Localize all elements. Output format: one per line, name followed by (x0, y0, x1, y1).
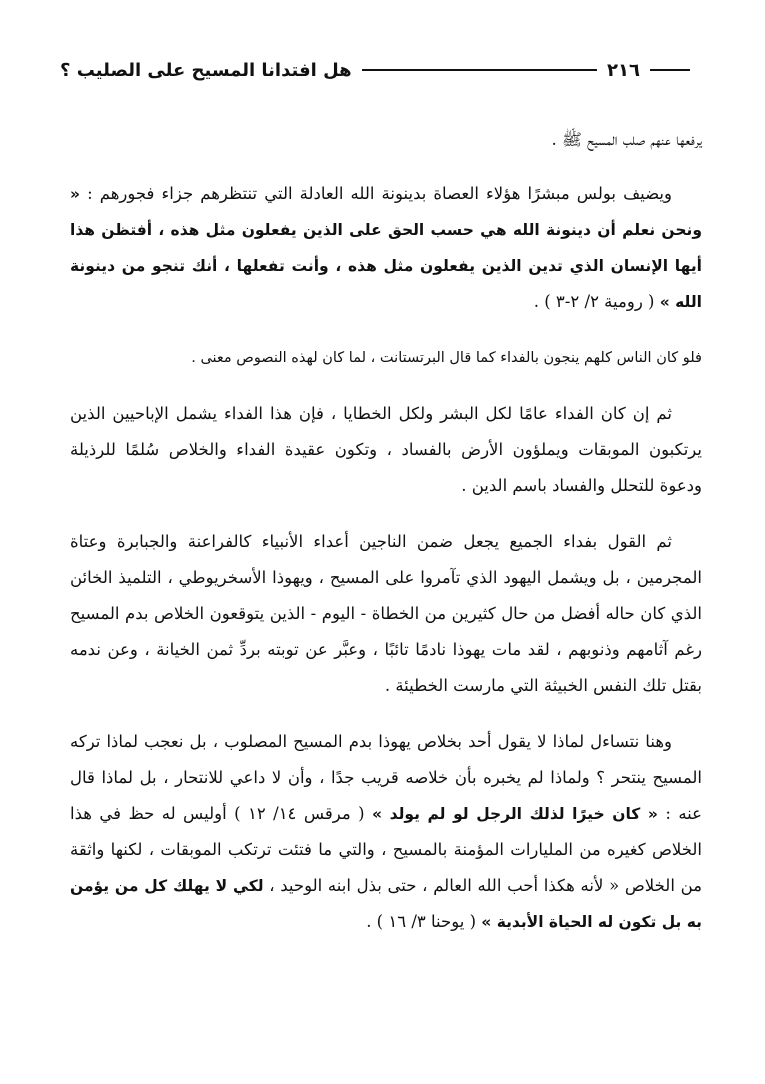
paragraph-3 (70, 340, 702, 376)
text-segment: ويضيف بولس مبشرًا هؤلاء العصاة بدينونة الله العادلة التي تنتظرهم جزاء فجورهم : (80, 184, 672, 203)
paragraph-6 (70, 724, 702, 940)
header-rule-short (650, 69, 690, 71)
header-rule-long (362, 69, 597, 71)
quote-john: لكي لا يهلك كل من يؤمن به بل تكون له الحياة الأبدية » (70, 877, 702, 931)
page-number: ٢١٦ (607, 59, 640, 81)
citation-romans: ( رومية ٢/ ٢-٣ ) . (533, 292, 660, 311)
running-title: هل افتدانا المسيح على الصليب ؟ (60, 59, 352, 81)
text-segment: يرفعها عنهم صلب المسيح ﷺ . (551, 130, 702, 149)
citation-john: ( يوحنا ٣/ ١٦ ) . (366, 912, 482, 931)
quote-romans: « ونحن نعلم أن دينونة الله هي حسب الحق على الذين يفعلون مثل هذه ، أفتظن هذا أيها الإنسان الذي تدين الذين يفعلون مثل هذه ، وأنت تفعلها ، أنك تنجو من دينونة الله » (70, 185, 702, 311)
text-segment: وهنا نتساءل لماذا لا يقول أحد بخلاص يهوذا بدم المسيح المصلوب ، بل نعجب لماذا تركه المسيح ينتحر ؟ ولماذا لم يخبره بأن خلاصه قريب جدًا ، وأن لا داعي للانتحار ، بل لماذا قال عنه : (70, 732, 702, 823)
text-segment: ثم إن كان الفداء عامًا لكل البشر ولكل الخطايا ، فإن هذا الفداء يشمل الإباحيين الذين يرتكبون الموبقات ويملؤون الأرض بالفساد ، وتكون عقيدة الفداء والخلاص سُلمًا للرذيلة ودعوة للتحلل والفساد باسم الدين . (70, 404, 702, 495)
text-segment: فلو كان الناس كلهم ينجون بالفداء كما قال البرتستانت ، لما كان لهذه النصوص معنى . (191, 350, 702, 366)
paragraph-1 (70, 122, 702, 158)
page-header (60, 52, 700, 88)
paragraph-5 (70, 524, 702, 704)
paragraph-2 (70, 176, 702, 320)
text-segment: ( مرقس ١٤/ ١٢ ) أوليس له حظ في هذا الخلاص كغيره من المليارات المؤمنة بالمسيح ، والتي ما فتئت ترتكب الموبقات ، لكنها واثقة من الخلاص « لأنه هكذا أحب الله العالم ، حتى بذل ابنه الوحيد ، (70, 804, 703, 895)
paragraph-4 (70, 396, 702, 504)
page-body (70, 122, 702, 960)
quote-mark: « كان خيرًا لذلك الرجل لو لم يولد » (372, 805, 658, 823)
text-segment: ثم القول بفداء الجميع يجعل ضمن الناجين أعداء الأنبياء كالفراعنة والجبابرة وعتاة المجرمين ، بل ويشمل اليهود الذي تآمروا على المسيح ، ويهوذا الأسخريوطي ، التلميذ الخائن الذي كان حاله أفضل من حال كثيرين من الخطاة - اليوم - الذين يتوقعون الخلاص بدم المسيح رغم آثامهم وذنوبهم ، لقد مات يهوذا نادمًا تائبًا ، وعبَّر عن توبته بردِّ ثمن الخيانة ، وعن ندمه بقتل تلك النفس الخبيثة التي مارست الخطيئة . (70, 532, 702, 695)
